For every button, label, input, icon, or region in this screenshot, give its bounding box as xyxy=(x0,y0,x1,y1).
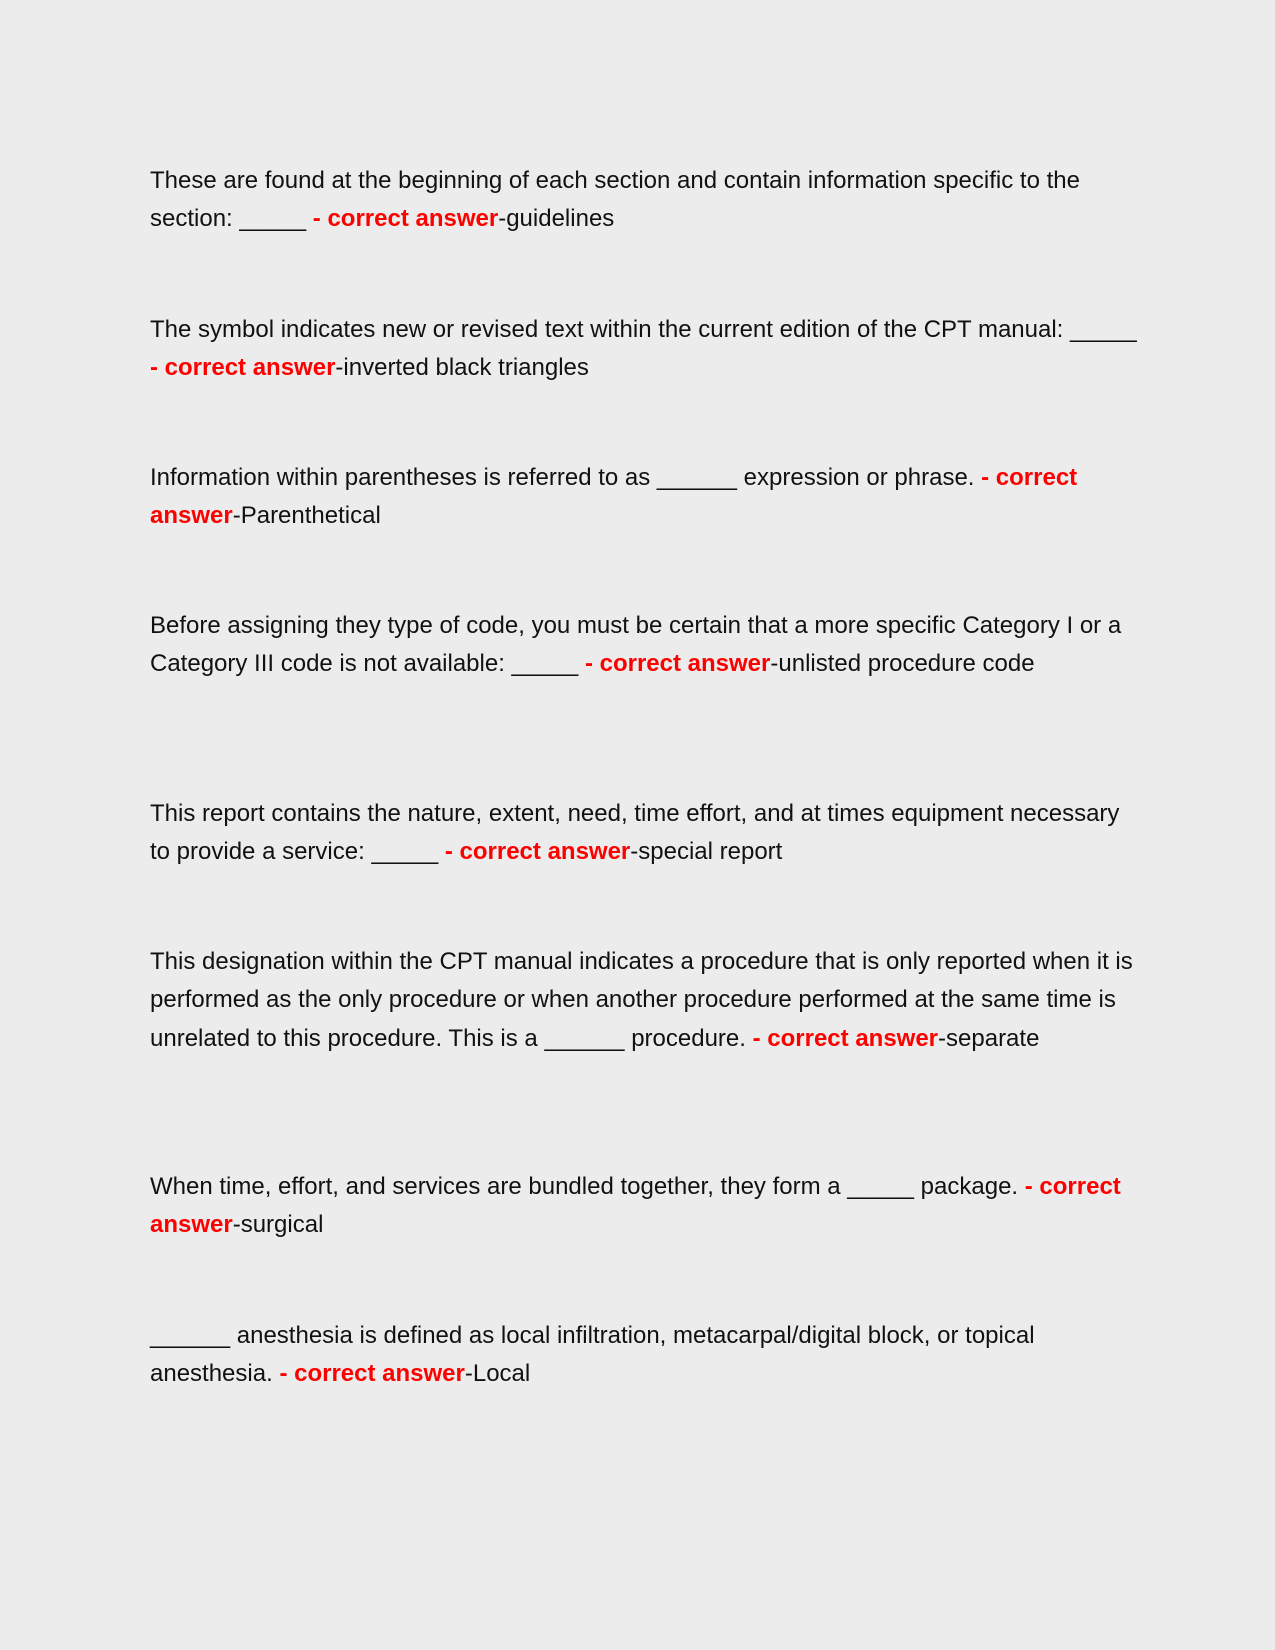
answer-marker: - correct answer xyxy=(150,1173,1121,1239)
answer-text: -Local xyxy=(464,1360,531,1388)
answer-marker: - correct answer xyxy=(752,1024,939,1052)
answer-text: -unlisted procedure code xyxy=(770,650,1035,678)
answer-marker: - correct answer xyxy=(279,1360,465,1388)
question-text: These are found at the beginning of each section and contain information specific to the section: _____ xyxy=(150,167,1080,233)
answer-text: -separate xyxy=(938,1024,1040,1052)
answer-marker: - correct answer xyxy=(584,650,771,678)
qa-item xyxy=(150,459,1140,536)
qa-item xyxy=(150,943,1140,1058)
qa-item xyxy=(150,1168,1140,1245)
answer-text: -guidelines xyxy=(498,205,615,233)
answer-marker: - correct answer xyxy=(444,838,631,866)
question-text: When time, effort, and services are bundled together, they form a _____ package. xyxy=(150,1173,1019,1200)
qa-item xyxy=(150,311,1140,388)
question-text: Information within parentheses is referred to as ______ expression or phrase. xyxy=(150,464,975,491)
answer-text: -special report xyxy=(630,838,783,866)
qa-item xyxy=(150,1317,1140,1394)
answer-marker: - correct answer xyxy=(312,205,499,233)
answer-text: -inverted black triangles xyxy=(335,354,589,382)
question-text: Before assigning they type of code, you must be certain that a more specific Category I or a Category III code is not available: _____ xyxy=(150,612,1122,678)
question-text: ______ anesthesia is defined as local infiltration, metacarpal/digital block, or topical anesthesia. xyxy=(150,1322,1035,1388)
answer-marker: - correct answer xyxy=(150,354,336,382)
answer-marker: - correct answer xyxy=(150,464,1078,530)
qa-item xyxy=(150,607,1140,684)
qa-item xyxy=(150,795,1140,872)
question-text: The symbol indicates new or revised text within the current edition of the CPT manual: _____ xyxy=(150,316,1137,343)
answer-text: -Parenthetical xyxy=(232,502,381,530)
question-text: This designation within the CPT manual indicates a procedure that is only reported when it is performed as the only procedure or when another procedure performed at the same time is unrelated to this procedure. This is a ______ procedure. xyxy=(150,948,1133,1052)
question-text: This report contains the nature, extent, need, time effort, and at times equipment necessary to provide a service: _____ xyxy=(150,800,1120,866)
qa-item xyxy=(150,162,1140,239)
answer-text: -surgical xyxy=(232,1211,324,1239)
